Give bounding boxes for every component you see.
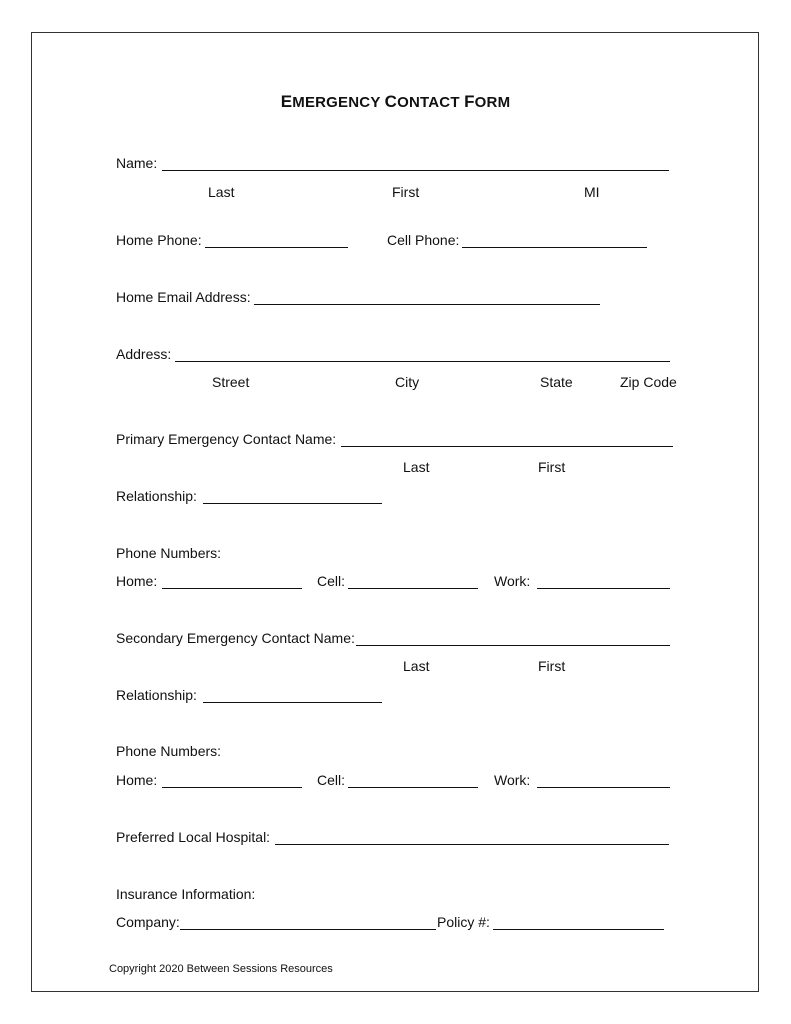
address-label: Address: xyxy=(116,346,172,362)
primary-contact-field[interactable] xyxy=(341,446,673,447)
secondary-cell-label: Cell: xyxy=(317,772,346,788)
policy-label: Policy #: xyxy=(437,914,490,930)
policy-field[interactable] xyxy=(493,929,664,930)
secondary-contact-field[interactable] xyxy=(356,645,670,646)
hospital-label: Preferred Local Hospital: xyxy=(116,829,271,845)
secondary-sub-last: Last xyxy=(403,658,430,674)
cell-phone-label: Cell Phone: xyxy=(387,232,460,248)
secondary-phone-numbers-label: Phone Numbers: xyxy=(116,743,222,759)
primary-home-field[interactable] xyxy=(162,588,302,589)
address-sub-street: Street xyxy=(212,374,250,390)
insurance-label: Insurance Information: xyxy=(116,886,256,902)
form-title: EMERGENCY CONTACT FORM xyxy=(280,92,511,111)
secondary-contact-label: Secondary Emergency Contact Name: xyxy=(116,630,355,646)
secondary-work-label: Work: xyxy=(494,772,531,788)
primary-work-field[interactable] xyxy=(537,588,670,589)
primary-relationship-label: Relationship: xyxy=(116,488,197,504)
secondary-relationship-field[interactable] xyxy=(203,702,382,703)
primary-cell-label: Cell: xyxy=(317,573,346,589)
secondary-home-label: Home: xyxy=(116,772,158,788)
secondary-relationship-label: Relationship: xyxy=(116,687,197,703)
company-field[interactable] xyxy=(180,929,436,930)
primary-relationship-field[interactable] xyxy=(203,503,382,504)
secondary-sub-first: First xyxy=(538,658,566,674)
cell-phone-field[interactable] xyxy=(462,247,647,248)
hospital-field[interactable] xyxy=(275,844,669,845)
secondary-cell-field[interactable] xyxy=(348,787,478,788)
home-email-label: Home Email Address: xyxy=(116,289,251,305)
name-field[interactable] xyxy=(162,170,669,171)
home-phone-field[interactable] xyxy=(205,247,348,248)
name-label: Name: xyxy=(116,155,158,171)
name-sub-mi: MI xyxy=(584,184,600,200)
secondary-work-field[interactable] xyxy=(537,787,670,788)
secondary-home-field[interactable] xyxy=(162,787,302,788)
primary-home-label: Home: xyxy=(116,573,158,589)
primary-sub-first: First xyxy=(538,459,566,475)
form-border xyxy=(31,32,759,992)
name-sub-last: Last xyxy=(208,184,235,200)
primary-phone-numbers-label: Phone Numbers: xyxy=(116,545,222,561)
home-email-field[interactable] xyxy=(254,304,600,305)
copyright-text: Copyright 2020 Between Sessions Resources xyxy=(109,963,333,975)
address-sub-state: State xyxy=(540,374,573,390)
address-sub-zip: Zip Code xyxy=(620,374,677,390)
address-field[interactable] xyxy=(175,361,670,362)
primary-cell-field[interactable] xyxy=(348,588,478,589)
primary-work-label: Work: xyxy=(494,573,531,589)
primary-contact-label: Primary Emergency Contact Name: xyxy=(116,431,337,447)
home-phone-label: Home Phone: xyxy=(116,232,202,248)
primary-sub-last: Last xyxy=(403,459,430,475)
address-sub-city: City xyxy=(395,374,420,390)
company-label: Company: xyxy=(116,914,180,930)
name-sub-first: First xyxy=(392,184,420,200)
